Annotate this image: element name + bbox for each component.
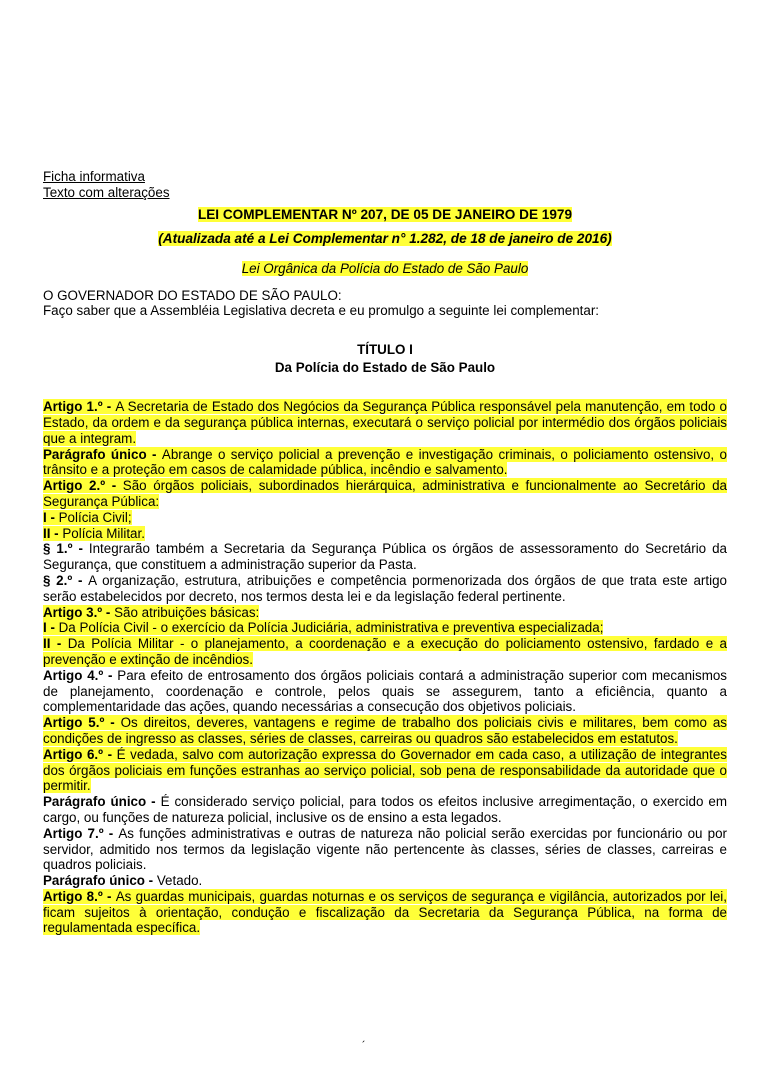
article-4: Artigo 4.º - Para efeito de entrosamento dos órgãos policiais contará a administração superior com mecanismos de planejamento, coordenação e controle, pelos quais se assegurem, tanto a eficiência, quanto a complementaridade das ações, quando necessárias a consecução dos objetivos policiais.	[43, 667, 727, 715]
article-2-par-2: § 2.º - A organização, estrutura, atribuições e competência pormenorizada dos órgãos de que trata este artigo serão estabelecidos por decreto, nos termos desta lei e da legislação federal pertinente.	[43, 572, 727, 604]
section-subtitle: Da Polícia do Estado de São Paulo	[274, 360, 496, 376]
preamble-decree: Faço saber que a Assembléia Legislativa decreta e eu promulgo a seguinte lei complementar:	[43, 303, 600, 319]
texto-alteracoes-link[interactable]: Texto com alterações	[43, 184, 170, 200]
article-1: Artigo 1.º - A Secretaria de Estado dos Negócios da Segurança Pública responsável pela manutenção, em todo o Estado, da ordem e da segurança pública internas, executará o serviço policial por intermédio dos órgãos policiais que a integram.	[43, 399, 727, 446]
article-3-item-2: II - Da Polícia Militar - o planejamento, a coordenação e a execução do policiamento ostensivo, fardado e a prevenção e extinção de incêndios.	[43, 636, 727, 667]
article-1-paragraph: Parágrafo único - Abrange o serviço policial a prevenção e investigação criminais, o policiamento ostensivo, o trânsito e a proteção em casos de calamidade pública, incêndio e salvamento.	[43, 446, 727, 478]
articles-body	[43, 399, 727, 936]
article-3-item-1: I - Da Polícia Civil - o exercício da Polícia Judiciária, administrativa e preventiva especializada;	[43, 620, 604, 636]
preamble-governor: O GOVERNADOR DO ESTADO DE SÃO PAULO:	[43, 287, 342, 303]
law-name-row	[43, 259, 727, 279]
article-8: Artigo 8.º - As guardas municipais, guardas noturnas e os serviços de segurança e vigilância, autorizados por lei, ficam sujeitos à orientação, condução e fiscalização da Secretaria da Segurança Pública, na forma de regulamentada específica.	[43, 888, 727, 936]
article-7: Artigo 7.º - As funções administrativas e outras de natureza não policial serão exercidas por funcionário ou por servidor, admitido nos termos da legislação vigente não pertencente às classes, séries de classes, carreiras e quadros policiais.	[43, 825, 727, 873]
document-page	[43, 169, 727, 936]
article-2: Artigo 2.º - São órgãos policiais, subordinados hierárquica, administrativa e funcionalmente ao Secretário da Segurança Pública:	[43, 478, 727, 509]
article-6: Artigo 6.º - É vedada, salvo com autorização expressa do Governador em cada caso, a utilização de integrantes dos órgãos policiais em funções estranhas ao serviço policial, sob pena de responsabilidade da autoridade que o permitir.	[43, 746, 727, 794]
section-title: TÍTULO I	[357, 342, 413, 358]
ficha-informativa-link[interactable]: Ficha informativa	[43, 169, 145, 184]
law-title: LEI COMPLEMENTAR Nº 207, DE 05 DE JANEIRO DE 1979	[197, 206, 573, 222]
article-3: Artigo 3.º - São atribuições básicas:	[43, 604, 260, 620]
article-7-paragraph: Parágrafo único - Vetado.	[43, 873, 203, 889]
article-5: Artigo 5.º - Os direitos, deveres, vantagens e regime de trabalho dos policiais civis e militares, bem como as condições de ingresso as classes, séries de classes, carreiras ou quadros são estabelecidos em estatutos.	[43, 715, 727, 746]
law-subtitle-row	[43, 229, 727, 249]
law-title-row	[43, 205, 727, 225]
page-footer-mark: ´	[362, 1040, 366, 1052]
article-2-par-1: § 1.º - Integrarão também a Secretaria da Segurança Pública os órgãos de assessoramento do Secretário da Segurança, que constituem a administração superior da Pasta.	[43, 541, 727, 573]
article-2-item-2: II - Polícia Militar.	[43, 525, 145, 541]
law-name: Lei Orgânica da Polícia do Estado de São Paulo	[241, 260, 529, 276]
law-subtitle: (Atualizada até a Lei Complementar n° 1.282, de 18 de janeiro de 2016)	[158, 230, 612, 246]
article-6-paragraph: Parágrafo único - É considerado serviço policial, para todos os efeitos inclusive arregimentação, o exercido em cargo, ou funções de natureza policial, inclusive os de ensino a esta legados.	[43, 794, 727, 825]
article-2-item-1: I - Polícia Civil;	[43, 509, 132, 525]
